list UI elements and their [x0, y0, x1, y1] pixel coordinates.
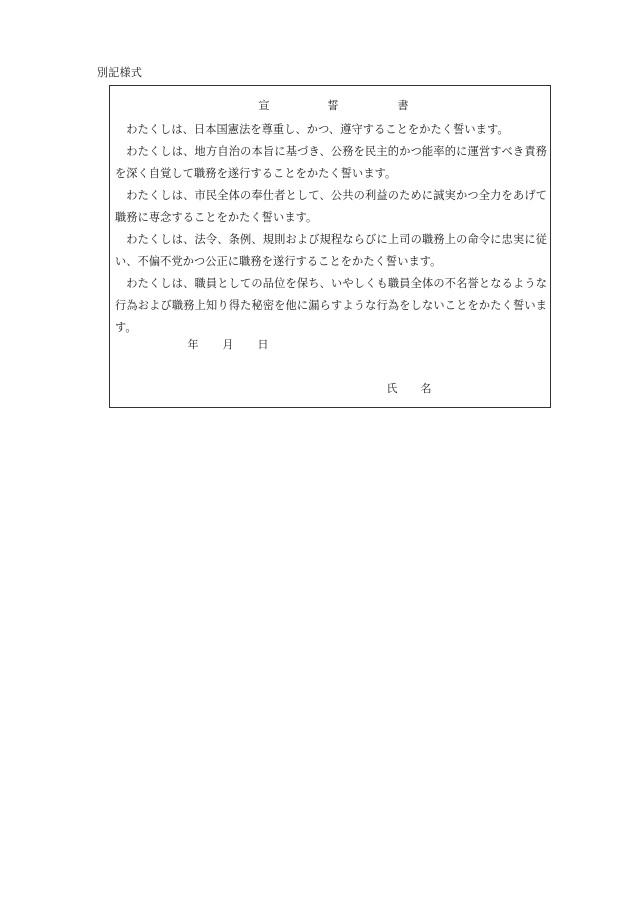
- oath-paragraph: わたくしは、職員としての品位を保ち、いやしくも職員全体の不名誉となるような行為および職務上知り得た秘密を他に漏らすような行為をしないことをかたく誓います。: [115, 277, 547, 334]
- name-label-char: 氏: [386, 382, 398, 395]
- oath-paragraph: わたくしは、市民全体の奉仕者として、公共の利益のために誠実かつ全力をあげて職務に専念することをかたく誓います。: [115, 189, 547, 224]
- form-label: 別記様式: [97, 66, 143, 79]
- oath-paragraph: わたくしは、日本国憲法を尊重し、かつ、遵守することをかたく誓います。: [126, 123, 509, 136]
- name-label-char: 名: [420, 382, 432, 395]
- oath-paragraph: わたくしは、地方自治の本旨に基づき、公務を民主的かつ能率的に運営すべき責務を深く自覚して職務を遂行することをかたく誓います。: [115, 145, 547, 180]
- oath-document: [109, 85, 551, 408]
- date-day-label: 日: [257, 338, 269, 351]
- title-char: 誓: [327, 99, 339, 112]
- title-char: 宣: [258, 99, 270, 112]
- date-month-label: 月: [222, 338, 234, 351]
- date-year-label: 年: [187, 338, 199, 351]
- title-char: 書: [397, 99, 409, 112]
- oath-paragraph: わたくしは、法令、条例、規則および規程ならびに上司の職務上の命令に忠実に従い、不偏不党かつ公正に職務を遂行することをかたく誓います。: [115, 233, 547, 268]
- oath-body: [115, 119, 547, 339]
